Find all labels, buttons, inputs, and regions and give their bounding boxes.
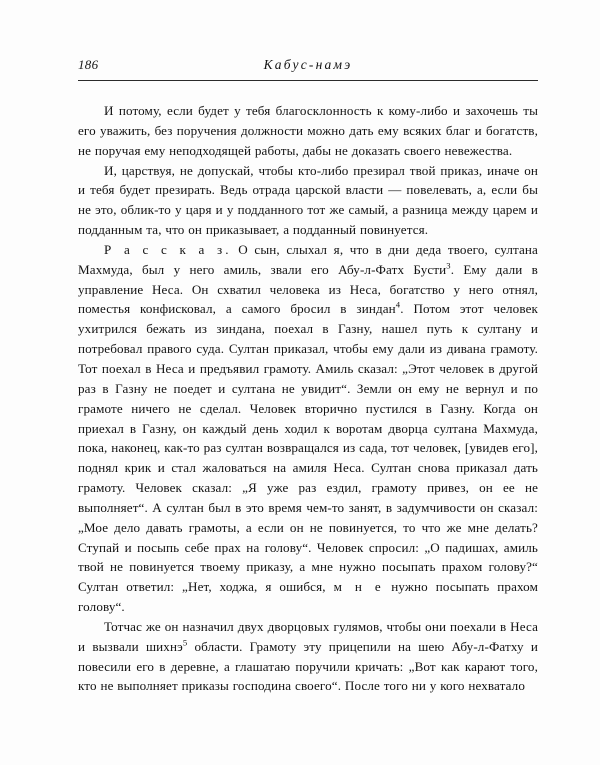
running-head [78,57,538,79]
paragraph-1: И потому, если будет у тебя благосклонность к кому-либо и захочешь ты его уважить, без поручения должности можно дать ему всяких благ и богатств, не поручая ему неподходящей работы, дабы не доказать своего невежества. [78,103,538,158]
story-heading: Р а с с к а з. [104,241,232,257]
paragraph-story [78,240,538,617]
header-rule [78,80,538,81]
paragraph-4 [78,617,538,696]
story-text-part-1: О сын, слыхал я, что в дни деда твоего, султана Махмуда, был у него амиль, звали его Абу-л-Фатх Бусти [78,241,538,277]
page-number: 186 [78,57,99,72]
paragraph-2: И, царствуя, не допускай, чтобы кто-либо презирал твой приказ, иначе он и тебя будет презирать. Ведь отрада царской власти — повелевать, а, если бы не это, облик-то у царя и у подданного тот же самый, а разница между царем и подданным та, что он приказывает, а подданный повинуется. [78,162,538,238]
footnote-marker-5: 5 [182,637,188,648]
footnote-marker-3: 3 [446,260,451,271]
text-block [78,101,538,696]
emphasized-mne: м н е [333,579,384,595]
story-text-part-2: . Ему дали в управление Неса. Он схватил человека из Неса, богатство у него отнял, поместья конфисковал, а самого бросил в зиндан [78,261,538,317]
story-text-tail: нужно посыпать прахом голову“. [78,579,538,615]
footnote-marker-4: 4 [395,300,401,311]
paragraph-4-part-1: Тотчас же он назначил двух дворцовых гулямов, чтобы они поехали в Неса и вызвали шихнэ [78,618,538,654]
paragraph-4-part-2: области. Грамоту эту прицепили на шею Абу-л-Фатху и повесили его в деревне, а глашатаю поручили кричать: „Вот как карают того, кто не выполняет приказы господина своего“. После того ни у кого нехватало [78,638,538,694]
story-text-part-3: . Потом этот человек ухитрился бежать из зиндана, поехал в Газну, нашел путь к султану и потребовал правого суда. Султан приказал, чтобы ему дали из дивана грамоту. Тот поехал в Неса и предъявил грамоту. Амиль сказал: „Этот человек в другой раз в Газну не поедет и султана не увидит“. Земли он ему не вернул и по грамоте ничего не сделал. Человек вторично пустился в Газну. Когда он приехал в Газну, он каждый день ходил к воротам дворца султана Махмуда, пока, наконец, как-то раз султан возвращался из сада, тот человек, [увидев его], поднял крик и стал жаловаться на амиля Неса. Султан снова приказал дать грамоту. Человек сказал: „Я уже раз ездил, грамоту привез, он ее не выполняет“. А султан был в это время чем-то занят, в задумчивости он сказал: „Мое дело давать грамоты, а если он не повинуется, то что же мне делать? Ступай и посыпь себе прах на голову“. Человек спросил: „О падишах, амиль твой не повинуется твоему приказу, а мне нужно посыпать прахом голову?“ Султан ответил: „Нет, ходжа, я ошибся, [78,301,538,595]
running-title: Кабус-намэ [263,57,353,72]
